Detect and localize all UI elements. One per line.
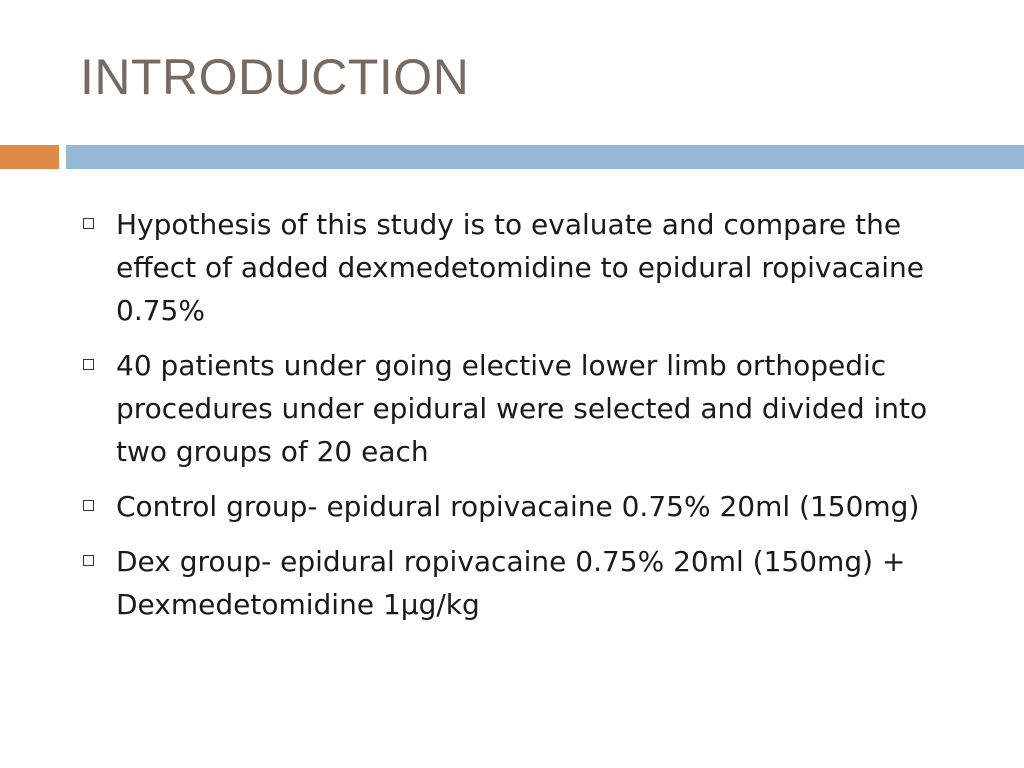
bullet-item-dex-group [80,540,960,626]
bullet-text: Dex group- epidural ropivacaine 0.75% 20ml (150mg) + Dexmedetomidine 1µg/kg [116,545,906,621]
accent-bar-orange [0,145,59,169]
bullet-item-control-group [80,485,960,528]
accent-bar-blue [66,145,1024,169]
square-bullet-icon [83,555,94,566]
square-bullet-icon [83,218,94,229]
bullet-list [80,203,960,638]
slide-title: INTRODUCTION [80,49,470,105]
bullet-text: Hypothesis of this study is to evaluate and compare the effect of added dexmedetomidine to epidural ropivacaine 0.75% [116,208,924,327]
bullet-text: Control group- epidural ropivacaine 0.75% 20ml (150mg) [116,490,920,523]
bullet-text: 40 patients under going elective lower limb orthopedic procedures under epidural were selected and divided into two groups of 20 each [116,349,928,468]
square-bullet-icon [83,500,94,511]
bullet-item-patients [80,344,960,473]
square-bullet-icon [83,359,94,370]
bullet-item-hypothesis [80,203,960,332]
